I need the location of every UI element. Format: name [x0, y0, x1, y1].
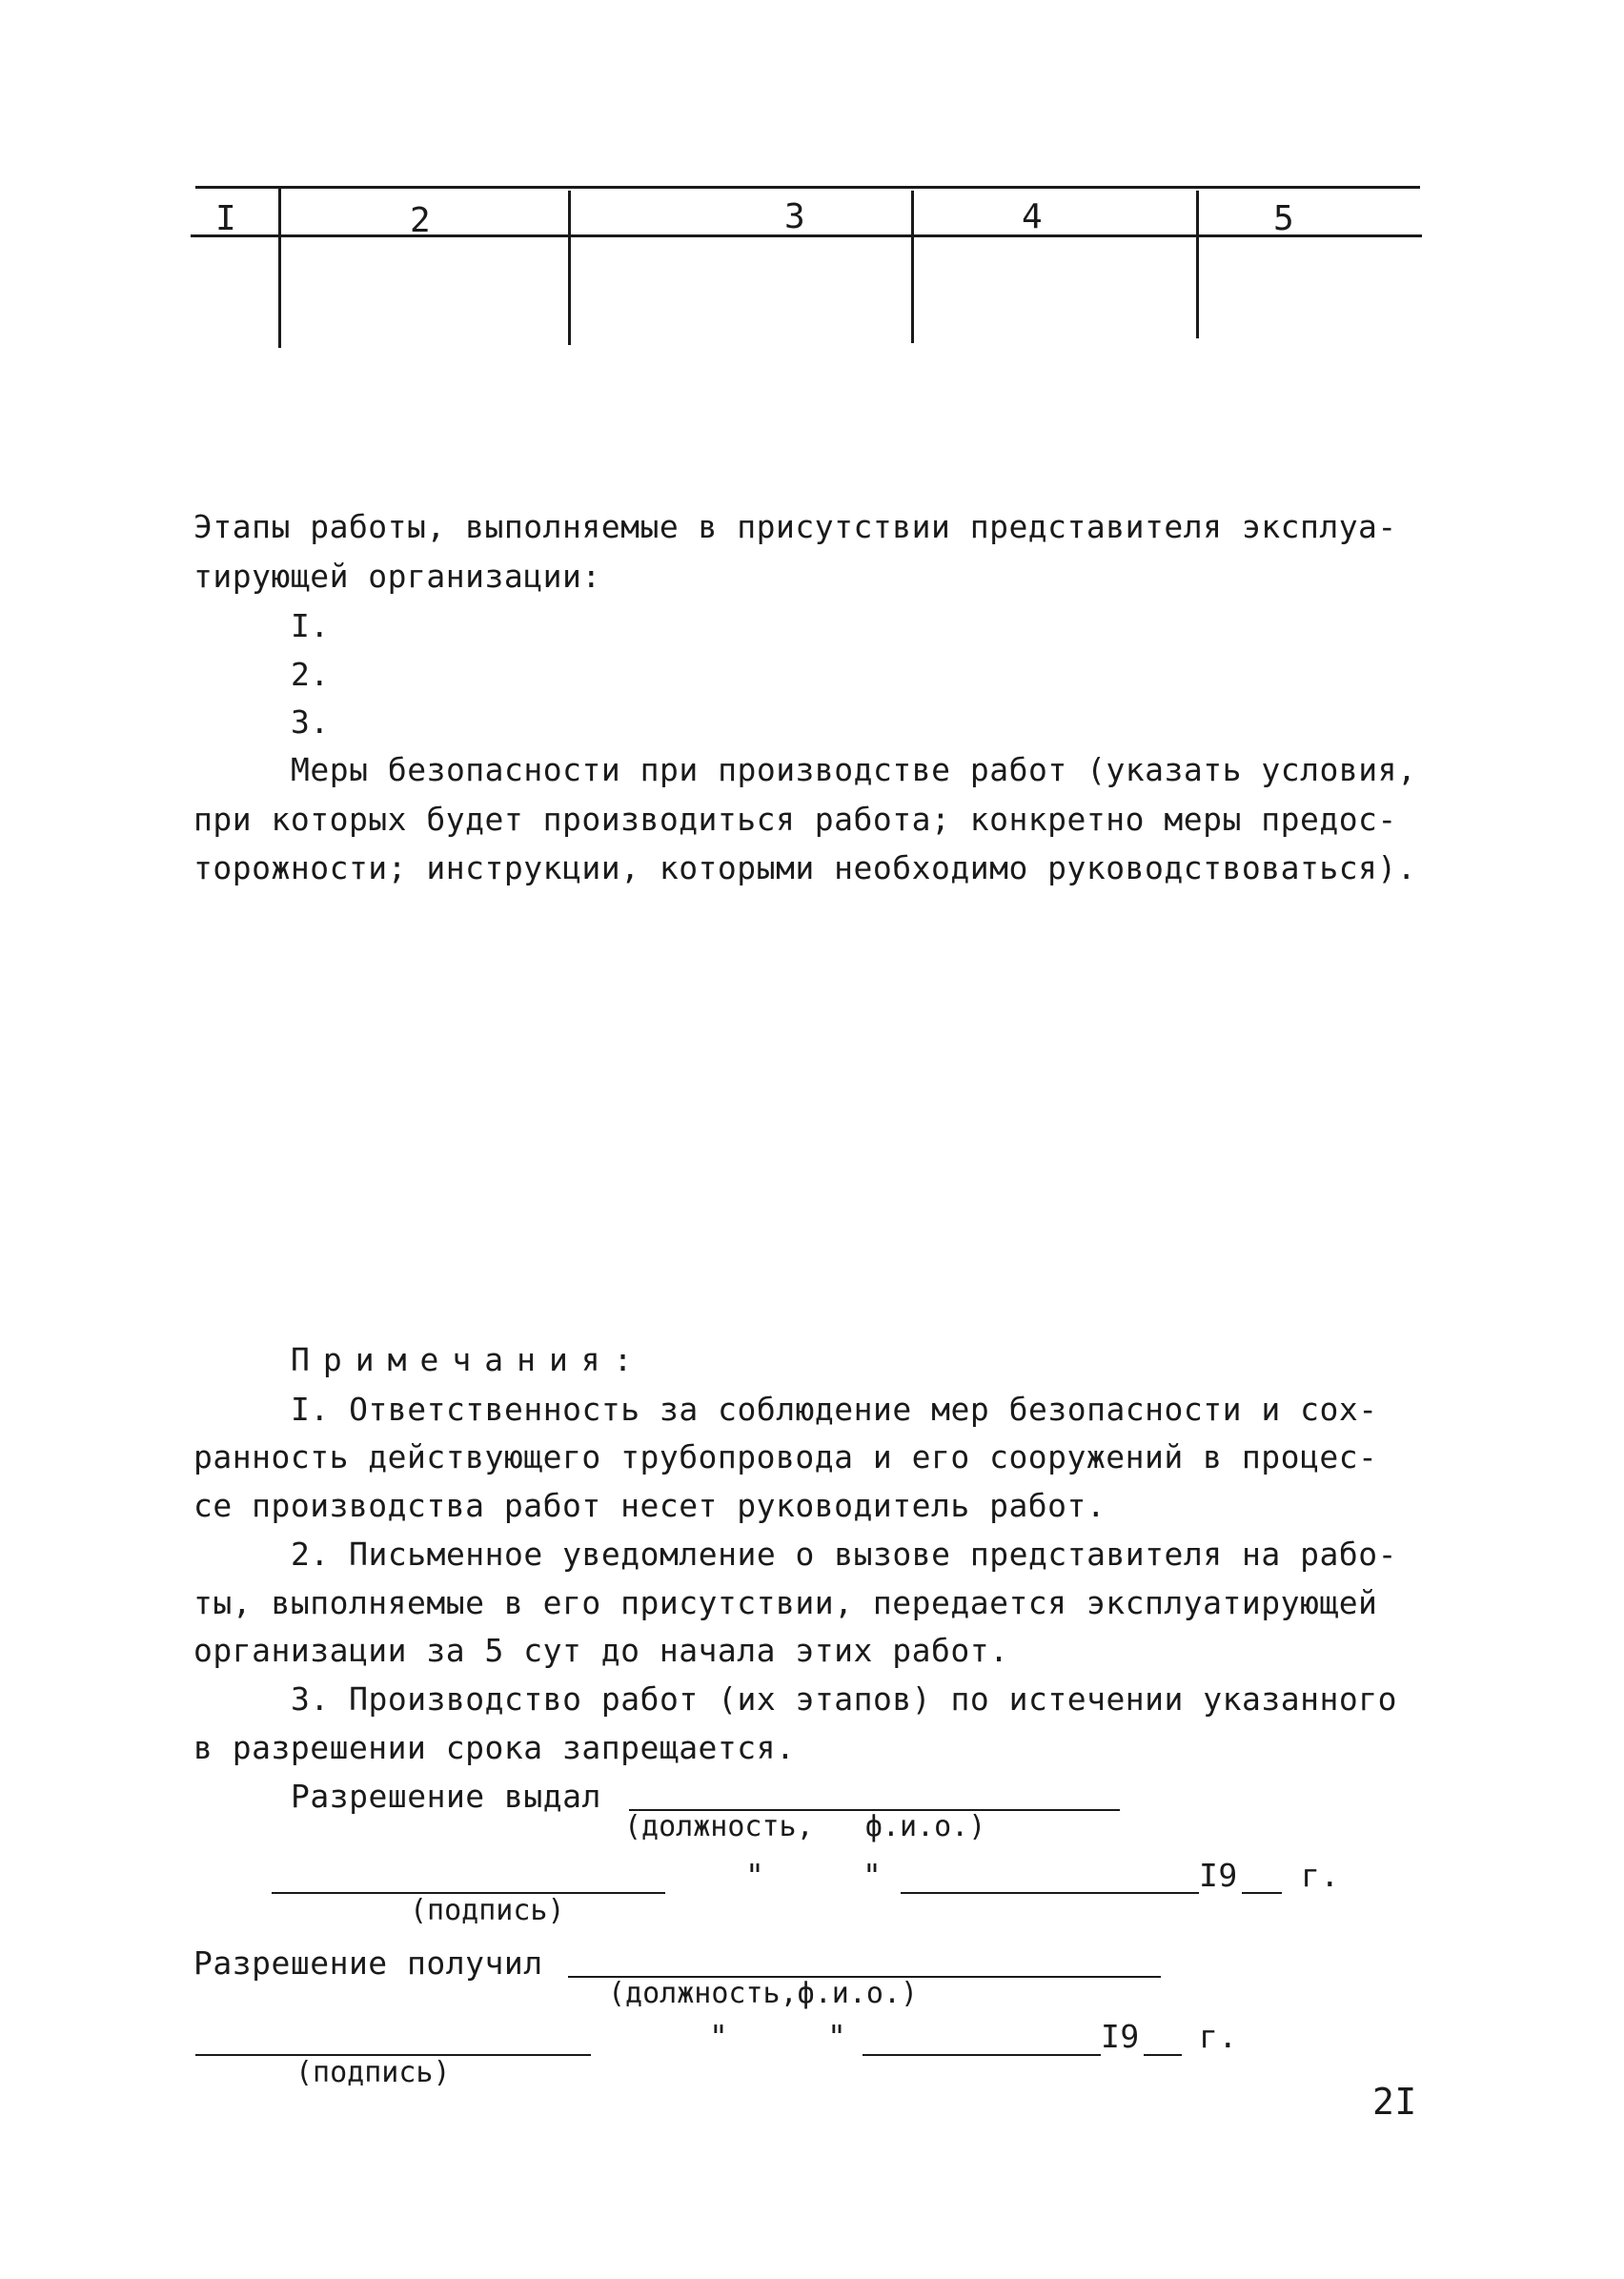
note-text: ранность действующего трубопровода и его сооружений в процес- [193, 1438, 1378, 1475]
table-col-divider [911, 191, 914, 343]
date-quote: " [863, 1857, 883, 1894]
table-header-cell: 4 [1022, 197, 1043, 236]
note-text: I. Ответственность за соблюдение мер безопасности и сох- [291, 1391, 1378, 1428]
safety-text: Меры безопасности при производстве работ (указать условия, [291, 751, 1417, 788]
issued-date-line [901, 1892, 1199, 1894]
stage-item: I. [291, 607, 330, 644]
table-top-border [195, 186, 1420, 189]
table-header-cell: 2 [410, 201, 431, 240]
note-text: ты, выполняемые в его присутствии, передается эксплуатирующей [193, 1584, 1378, 1621]
stage-item: 3. [291, 703, 330, 741]
note-text: организации за 5 сут до начала этих работ. [193, 1632, 1009, 1669]
year-blank-line [1242, 1892, 1282, 1894]
page-number: 2I [1372, 2081, 1417, 2123]
signature-caption: (подпись) [295, 2056, 451, 2089]
date-quote: " [827, 2018, 847, 2055]
table-col-divider [1196, 191, 1199, 338]
date-year: I9 [1199, 1857, 1238, 1894]
date-year: I9 [1101, 2018, 1140, 2055]
received-label: Разрешение получил [193, 1944, 543, 1982]
stages-intro: тирующей организации: [193, 558, 601, 595]
issued-caption: (должность, ф.и.о.) [624, 1810, 986, 1843]
table-header-cell: 5 [1273, 199, 1294, 238]
date-quote: " [745, 1857, 765, 1894]
date-year-suffix: г. [1199, 2018, 1238, 2055]
note-text: се производства работ несет руководитель работ. [193, 1487, 1106, 1524]
note-text: в разрешении срока запрещается. [193, 1729, 796, 1766]
note-text: 3. Производство работ (их этапов) по истечении указанного [291, 1680, 1397, 1718]
stage-item: 2. [291, 656, 330, 693]
notes-title: Примечания: [291, 1341, 646, 1378]
date-quote: " [709, 2018, 729, 2055]
received-caption: (должность,ф.и.о.) [608, 1977, 919, 2010]
table-col-divider [278, 186, 281, 348]
year-blank-line [1144, 2054, 1182, 2056]
table-col-divider [568, 191, 571, 345]
stages-intro: Этапы работы, выполняемые в присутствии представителя эксплуа- [193, 508, 1397, 545]
table-header-bottom-border [191, 234, 1422, 237]
safety-text: при которых будет производиться работа; конкретно меры предос- [193, 801, 1397, 838]
safety-text: торожности; инструкции, которыми необходимо руководствоваться). [193, 849, 1417, 886]
table-header-cell: 3 [784, 197, 805, 236]
table-header-cell: I [215, 199, 236, 238]
note-text: 2. Письменное уведомление о вызове представителя на рабо- [291, 1536, 1397, 1573]
signature-caption: (подпись) [410, 1894, 565, 1927]
received-date-line [863, 2054, 1101, 2056]
date-year-suffix: г. [1301, 1857, 1340, 1894]
issued-label: Разрешение выдал [291, 1778, 601, 1815]
